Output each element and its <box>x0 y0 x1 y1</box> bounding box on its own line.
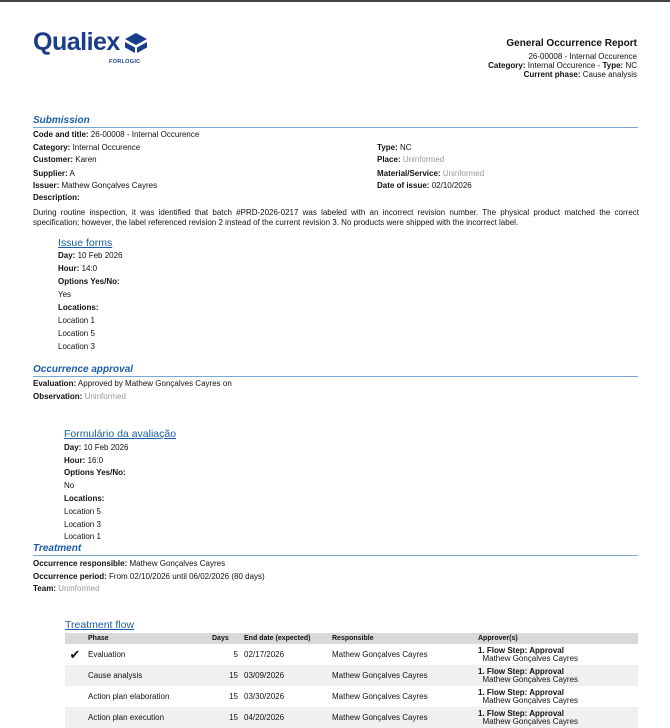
table-row <box>65 707 638 728</box>
evaluation-locations-label: Locations: <box>64 494 105 503</box>
report-code: 26-00008 - Internal Occurence <box>528 52 637 61</box>
responsible-cell: Mathew Gonçalves Cayres <box>329 665 475 686</box>
top-border <box>0 0 670 2</box>
submission-customer: Customer: Karen <box>33 155 97 164</box>
column-header-end-date: End date (expected) <box>241 633 329 644</box>
issue-location-item: Location 5 <box>58 329 95 338</box>
issue-hour: Hour: 14:0 <box>58 264 98 273</box>
report-category-type: Category: Internal Occurence - Type: NC <box>488 61 637 70</box>
days-cell: 15 <box>209 665 241 686</box>
approvers-cell: 1. Flow Step: Approval Mathew Gonçalves Cayres <box>475 665 638 686</box>
days-cell: 15 <box>229 691 238 701</box>
report-header <box>488 37 637 79</box>
treatment-flow-title[interactable]: Treatment flow <box>65 619 135 631</box>
evaluation-options-value: No <box>64 481 75 490</box>
issue-options-label: Options Yes/No: <box>58 277 120 286</box>
phase-cell: Cause analysis <box>85 665 209 686</box>
approval-evaluation: Evaluation: Approved by Mathew Gonçalves Cayres on <box>33 379 232 388</box>
check-icon: ✔ <box>69 646 81 662</box>
submission-issuer: Issuer: Mathew Gonçalves Cayres <box>33 181 158 190</box>
end-date-cell: 03/30/2026 <box>244 691 285 701</box>
table-row <box>65 686 638 707</box>
approval-section-title: Occurrence approval <box>33 364 638 377</box>
approvers-cell: 1. Flow Step: Approval Mathew Gonçalves Cayres <box>478 645 579 663</box>
treatment-period: Occurrence period: From 02/10/2026 until 06/02/2026 (80 days) <box>33 572 265 581</box>
responsible-cell: Mathew Gonçalves Cayres <box>329 707 475 728</box>
logo-subtitle: FORLOGIC <box>109 59 141 65</box>
approval-observation: Observation: Uninformed <box>33 392 126 401</box>
column-header-responsible: Responsible <box>329 633 475 644</box>
submission-place: Place: Uninformed <box>377 155 445 164</box>
approvers-cell: 1. Flow Step: Approval Mathew Gonçalves Cayres <box>475 707 638 728</box>
treatment-section-title: Treatment <box>33 543 638 556</box>
table-row <box>65 644 638 665</box>
phase-cell: Evaluation <box>88 649 126 659</box>
treatment-responsible: Occurrence responsible: Mathew Gonçalves Cayres <box>33 559 226 568</box>
submission-type: Type: NC <box>377 143 412 152</box>
table-row <box>65 665 638 686</box>
approvers-cell: 1. Flow Step: Approval Mathew Gonçalves Cayres <box>478 687 579 705</box>
responsible-cell: Mathew Gonçalves Cayres <box>332 691 428 701</box>
responsible-cell: Mathew Gonçalves Cayres <box>332 649 428 659</box>
evaluation-location-item: Location 3 <box>64 520 101 529</box>
issue-forms-title[interactable]: Issue forms <box>58 237 113 249</box>
submission-description-label: Description: <box>33 193 80 202</box>
column-header-approvers: Approver(s) <box>475 633 638 644</box>
logo-wordmark: Qualiex <box>33 28 120 56</box>
issue-locations-label: Locations: <box>58 303 99 312</box>
treatment-flow-table <box>65 633 638 728</box>
issue-options-value: Yes <box>58 290 72 299</box>
issue-day: Day: 10 Feb 2026 <box>58 251 123 260</box>
phase-cell: Action plan execution <box>85 707 209 728</box>
check-icon <box>65 686 85 707</box>
logo-mark-icon <box>125 33 147 53</box>
evaluation-hour: Hour: 16:0 <box>64 456 104 465</box>
check-icon <box>65 707 85 728</box>
end-date-cell: 04/20/2026 <box>241 707 329 728</box>
days-cell: 5 <box>233 649 238 659</box>
evaluation-day: Day: 10 Feb 2026 <box>64 443 129 452</box>
issue-location-item: Location 3 <box>58 342 95 351</box>
check-icon <box>65 665 85 686</box>
qualiex-logo <box>33 28 147 65</box>
submission-description: During routine inspection, it was identified that batch #PRD-2026-0217 was labeled with an incorrect revision number. The physical product matched the correct specification; however, the label referenced revision 2 instead of the current revision 3. No products were shipped with the incorrect label. <box>33 208 639 227</box>
column-header-done <box>65 633 85 644</box>
submission-material: Material/Service: Uninformed <box>377 169 485 178</box>
phase-cell: Action plan elaboration <box>88 691 170 701</box>
report-current-phase: Current phase: Cause analysis <box>523 70 637 79</box>
column-header-phase: Phase <box>85 633 209 644</box>
evaluation-options-label: Options Yes/No: <box>64 468 126 477</box>
evaluation-location-item: Location 1 <box>64 532 101 541</box>
end-date-cell: 03/09/2026 <box>241 665 329 686</box>
report-title: General Occurrence Report <box>506 38 637 49</box>
submission-category: Category: Internal Occurence <box>33 143 141 152</box>
issue-location-item: Location 1 <box>58 316 95 325</box>
submission-date: Date of issue: 02/10/2026 <box>377 181 472 190</box>
treatment-team: Team: Uninformed <box>33 584 100 593</box>
evaluation-form-title[interactable]: Formulário da avaliação <box>64 428 177 440</box>
column-header-days: Days <box>209 633 241 644</box>
submission-section-title: Submission <box>33 115 638 128</box>
evaluation-location-item: Location 5 <box>64 507 101 516</box>
days-cell: 15 <box>209 707 241 728</box>
end-date-cell: 02/17/2026 <box>244 649 285 659</box>
table-header-row <box>65 633 638 644</box>
submission-supplier: Supplier: A <box>33 169 75 178</box>
code-and-title: Code and title: 26-00008 - Internal Occurence <box>33 130 200 139</box>
